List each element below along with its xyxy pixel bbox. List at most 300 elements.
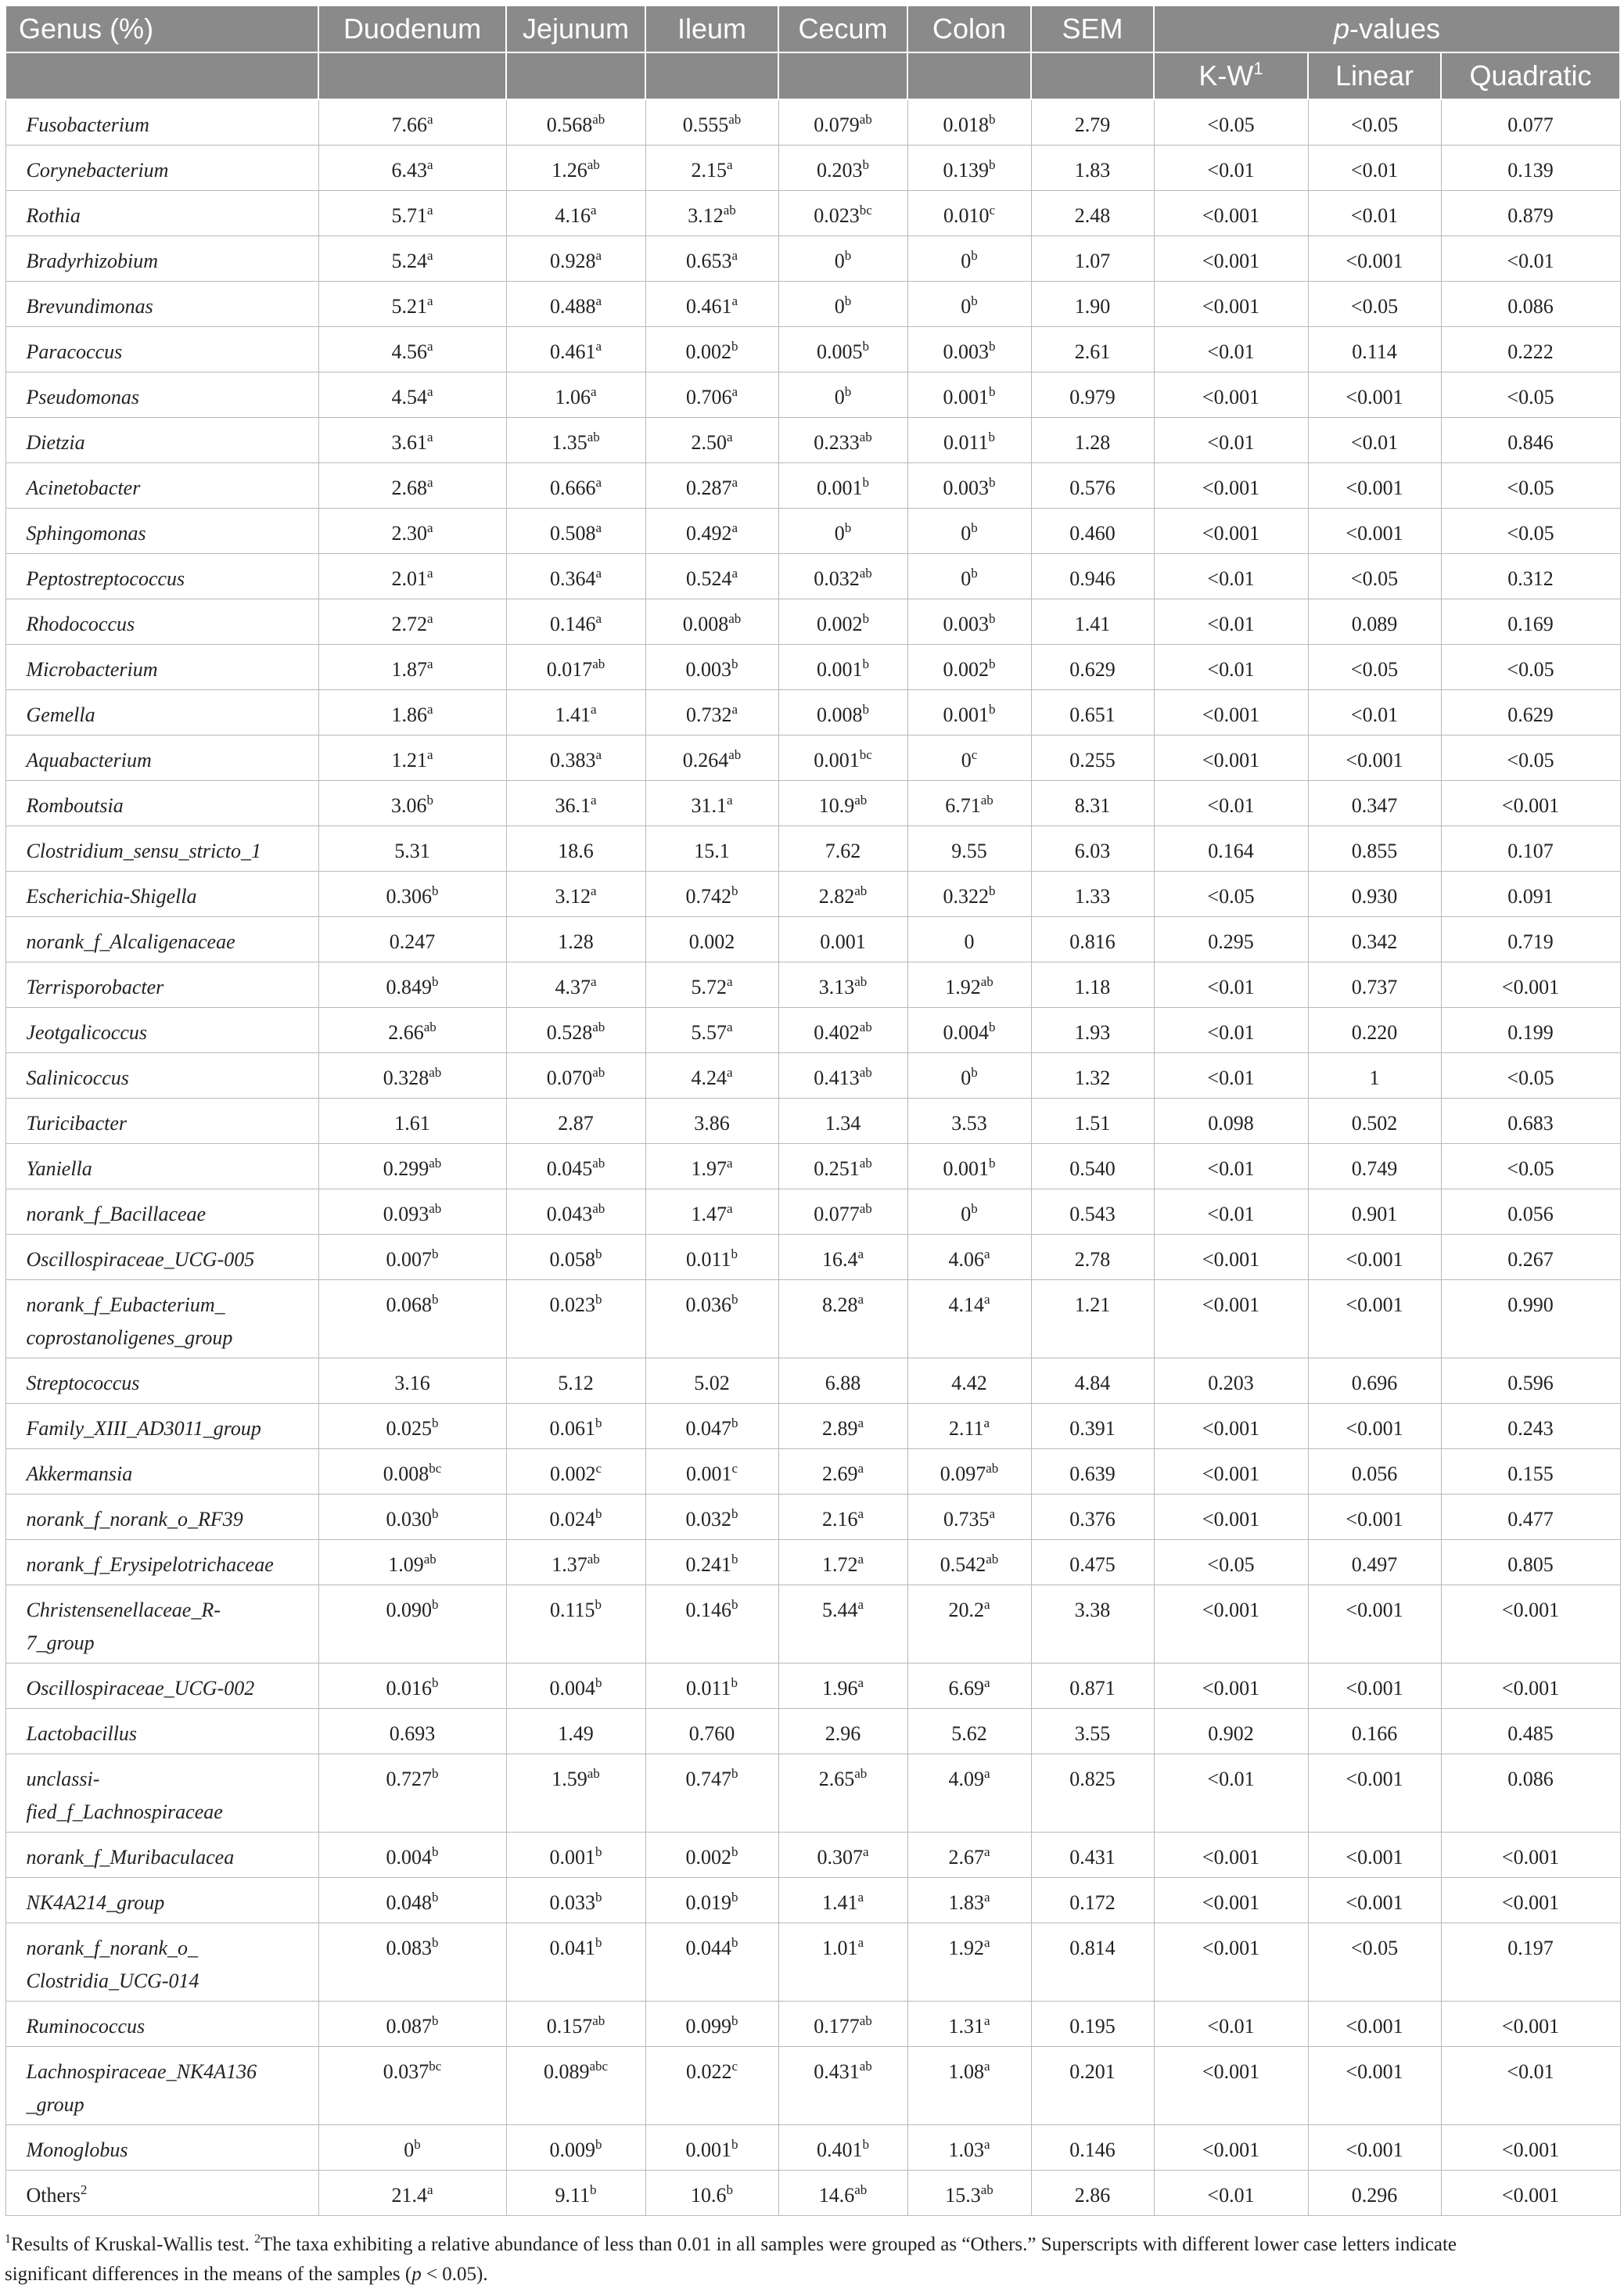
cell-superscript: a <box>983 1674 990 1690</box>
cell-ileum <box>645 689 778 735</box>
cell-superscript: ab <box>859 1200 872 1216</box>
cell-superscript: ab <box>859 112 872 127</box>
cell-superscript: a <box>595 293 602 308</box>
cell-superscript: ab <box>854 792 868 808</box>
cell-kw: <0.001 <box>1154 2046 1308 2124</box>
cell-value: 0.115 <box>549 1598 595 1621</box>
cell-duodenum <box>318 1403 506 1448</box>
cell-linear: 0.296 <box>1308 2170 1441 2215</box>
cell-sem: 2.86 <box>1031 2170 1154 2215</box>
footnote-sup-1: 1 <box>5 2232 11 2246</box>
cell-superscript: b <box>595 2136 602 2152</box>
cell-superscript: ab <box>854 2182 868 2197</box>
cell-value: 0.742 <box>685 884 731 908</box>
table-row <box>5 2124 1620 2170</box>
cell-kw: <0.001 <box>1154 372 1308 417</box>
cell-superscript: a <box>426 610 433 626</box>
cell-superscript: c <box>731 1460 738 1476</box>
cell-cecum <box>778 1448 907 1494</box>
cell-value: 2.65 <box>818 1767 855 1790</box>
cell-quadratic: <0.001 <box>1441 1585 1620 1663</box>
cell-superscript: a <box>857 1674 864 1690</box>
cell-colon <box>907 326 1031 372</box>
cell-superscript: a <box>426 338 433 354</box>
cell-value: 8.28 <box>821 1293 858 1316</box>
cell-superscript: a <box>857 1551 864 1567</box>
cell-value: 0.002 <box>817 612 863 635</box>
cell-cecum <box>778 190 907 236</box>
cell-ileum <box>645 871 778 916</box>
cell-sem: 0.475 <box>1031 1539 1154 1585</box>
cell-superscript: ab <box>423 1551 437 1567</box>
cell-superscript: ab <box>592 656 605 671</box>
cell-genus <box>5 1494 318 1539</box>
cell-superscript: ab <box>592 112 605 127</box>
header-kw-label: K-W <box>1198 59 1254 92</box>
cell-superscript: a <box>595 247 602 263</box>
header-sem: SEM <box>1031 5 1154 52</box>
table-row <box>5 1539 1620 1585</box>
cell-superscript: a <box>726 156 733 172</box>
cell-superscript: abc <box>589 2058 609 2074</box>
cell-value: 0.008 <box>682 612 729 635</box>
table-row <box>5 2001 1620 2046</box>
cell-cecum <box>778 1358 907 1403</box>
cell-superscript: b <box>590 2182 597 2197</box>
cell-quadratic: 0.596 <box>1441 1358 1620 1403</box>
cell-duodenum <box>318 553 506 599</box>
cell-ileum <box>645 2124 778 2170</box>
cell-value: 5.71 <box>391 203 427 227</box>
cell-ileum <box>645 599 778 644</box>
cell-value: 3.61 <box>391 430 427 454</box>
cell-duodenum <box>318 826 506 871</box>
cell-genus <box>5 1663 318 1708</box>
cell-value: 0.555 <box>682 113 729 136</box>
cell-kw: <0.05 <box>1154 1539 1308 1585</box>
cell-sem: 1.93 <box>1031 1007 1154 1052</box>
cell-superscript: bc <box>429 2058 442 2074</box>
cell-quadratic: <0.05 <box>1441 735 1620 780</box>
cell-value: 0.383 <box>549 748 596 772</box>
cell-superscript: b <box>432 973 439 989</box>
cell-sem: 6.03 <box>1031 826 1154 871</box>
cell-duodenum <box>318 1189 506 1234</box>
cell-superscript: a <box>983 1415 990 1430</box>
genus-name: norank_f_norank_o_RF39 <box>26 1507 243 1531</box>
cell-value: 1.47 <box>691 1202 727 1225</box>
genus-name-cont: Clostridia_UCG-014 <box>26 1969 199 1992</box>
cell-superscript: a <box>590 883 597 898</box>
cell-superscript: b <box>731 1505 738 1521</box>
cell-linear: <0.001 <box>1308 1754 1441 1832</box>
cell-cecum <box>778 1234 907 1279</box>
cell-value: 0.328 <box>383 1066 429 1089</box>
footnote-text-3a: significant differences in the means of the samples ( <box>5 2263 412 2285</box>
cell-ileum <box>645 962 778 1007</box>
genus-name: norank_f_Erysipelotrichaceae <box>26 1552 274 1576</box>
table-row <box>5 1585 1620 1663</box>
header-blank-jejunum <box>506 52 645 99</box>
cell-superscript: b <box>989 656 996 671</box>
cell-superscript: b <box>432 1844 439 1859</box>
cell-cecum <box>778 145 907 190</box>
cell-value: 1.87 <box>391 657 427 681</box>
cell-value: 2.96 <box>825 1721 861 1745</box>
cell-kw: <0.001 <box>1154 1403 1308 1448</box>
cell-value: 1.37 <box>552 1552 587 1576</box>
genus-name: Oscillospiraceae_UCG-005 <box>26 1247 255 1271</box>
cell-value: 0.008 <box>383 1462 429 1485</box>
cell-colon <box>907 372 1031 417</box>
cell-value: 0.203 <box>817 158 863 182</box>
cell-superscript: b <box>731 1889 738 1905</box>
cell-value: 4.24 <box>691 1066 727 1089</box>
cell-superscript: b <box>989 474 996 490</box>
cell-superscript: a <box>595 338 602 354</box>
cell-cecum <box>778 1923 907 2001</box>
cell-colon <box>907 281 1031 326</box>
cell-sem: 0.814 <box>1031 1923 1154 2001</box>
cell-jejunum <box>506 1494 645 1539</box>
table-row <box>5 1754 1620 1832</box>
cell-kw: <0.01 <box>1154 780 1308 826</box>
cell-superscript: b <box>595 1291 602 1307</box>
cell-linear: 0.166 <box>1308 1708 1441 1754</box>
cell-value: 4.42 <box>951 1371 987 1394</box>
cell-jejunum <box>506 462 645 508</box>
cell-quadratic: <0.05 <box>1441 1143 1620 1189</box>
genus-name: Escherichia-Shigella <box>26 884 197 908</box>
cell-value: 0.090 <box>386 1598 432 1621</box>
table-row <box>5 599 1620 644</box>
table-row <box>5 780 1620 826</box>
cell-superscript: a <box>731 247 738 263</box>
cell-value: 0.001 <box>943 703 989 726</box>
cell-value: 0.018 <box>943 113 989 136</box>
cell-superscript: a <box>590 792 597 808</box>
genus-name: Aquabacterium <box>26 748 152 772</box>
cell-cecum <box>778 281 907 326</box>
cell-quadratic: 0.719 <box>1441 916 1620 962</box>
cell-value: 0.017 <box>546 657 593 681</box>
cell-kw: <0.001 <box>1154 1448 1308 1494</box>
cell-cecum <box>778 1877 907 1923</box>
cell-value: 0 <box>404 2138 415 2161</box>
cell-cecum <box>778 1539 907 1585</box>
cell-value: 0.287 <box>685 476 732 499</box>
cell-colon <box>907 1358 1031 1403</box>
cell-linear: 0.114 <box>1308 326 1441 372</box>
cell-jejunum <box>506 1585 645 1663</box>
cell-value: 2.67 <box>948 1845 984 1869</box>
cell-kw: <0.01 <box>1154 599 1308 644</box>
cell-value: 0 <box>961 294 972 318</box>
cell-value: 6.69 <box>948 1676 984 1700</box>
cell-sem: 1.07 <box>1031 236 1154 281</box>
cell-sem: 0.871 <box>1031 1663 1154 1708</box>
cell-value: 0.653 <box>685 249 732 272</box>
genus-name: Bradyrhizobium <box>26 249 159 272</box>
cell-linear: <0.001 <box>1308 1234 1441 1279</box>
cell-superscript: a <box>983 1889 990 1905</box>
cell-superscript: ab <box>854 883 868 898</box>
cell-superscript: ab <box>859 1019 872 1034</box>
cell-duodenum <box>318 644 506 689</box>
cell-colon <box>907 1098 1031 1143</box>
cell-value: 0.928 <box>549 249 596 272</box>
cell-duodenum <box>318 1832 506 1877</box>
header-duodenum: Duodenum <box>318 5 506 52</box>
cell-value: 0.002 <box>688 930 735 953</box>
footnote-text-3p: p <box>411 2263 422 2285</box>
cell-linear: 0.220 <box>1308 1007 1441 1052</box>
cell-genus <box>5 2124 318 2170</box>
cell-ileum <box>645 826 778 871</box>
cell-superscript: b <box>731 1765 738 1781</box>
cell-jejunum <box>506 190 645 236</box>
cell-superscript: a <box>590 202 597 218</box>
cell-ileum <box>645 1585 778 1663</box>
cell-value: 0.009 <box>549 2138 595 2161</box>
cell-superscript: a <box>731 701 738 717</box>
cell-value: 2.01 <box>391 567 427 590</box>
cell-duodenum <box>318 780 506 826</box>
cell-duodenum <box>318 1585 506 1663</box>
cell-linear: <0.001 <box>1308 2001 1441 2046</box>
cell-superscript: a <box>426 520 433 535</box>
genus-name: Monoglobus <box>26 2138 128 2161</box>
cell-linear: <0.001 <box>1308 372 1441 417</box>
cell-duodenum <box>318 2001 506 2046</box>
cell-duodenum <box>318 326 506 372</box>
cell-superscript: b <box>432 1291 439 1307</box>
cell-jejunum <box>506 2170 645 2215</box>
cell-duodenum <box>318 1877 506 1923</box>
cell-superscript: a <box>426 202 433 218</box>
cell-superscript: a <box>731 520 738 535</box>
cell-duodenum <box>318 1923 506 2001</box>
cell-ileum <box>645 553 778 599</box>
cell-superscript: ab <box>429 1200 442 1216</box>
cell-linear: <0.01 <box>1308 145 1441 190</box>
cell-value: 0.025 <box>386 1416 432 1440</box>
cell-ileum <box>645 1189 778 1234</box>
cell-duodenum <box>318 1358 506 1403</box>
cell-jejunum <box>506 735 645 780</box>
cell-sem: 0.460 <box>1031 508 1154 553</box>
cell-superscript: a <box>857 1415 864 1430</box>
cell-quadratic: 0.243 <box>1441 1403 1620 1448</box>
cell-jejunum <box>506 1143 645 1189</box>
cell-superscript: ab <box>723 202 736 218</box>
cell-linear: <0.001 <box>1308 1279 1441 1358</box>
cell-colon <box>907 2124 1031 2170</box>
cell-superscript: a <box>983 2058 990 2074</box>
cell-cecum <box>778 1098 907 1143</box>
table-row <box>5 1663 1620 1708</box>
cell-quadratic: 0.199 <box>1441 1007 1620 1052</box>
cell-value: 1.08 <box>948 2059 984 2083</box>
cell-superscript: b <box>731 338 738 354</box>
cell-jejunum <box>506 145 645 190</box>
cell-genus <box>5 1539 318 1585</box>
cell-kw: <0.001 <box>1154 1877 1308 1923</box>
footnote-text-2: The taxa exhibiting a relative abundance of less than 0.01 in all samples were grouped as “Others.” Superscripts with different lower case letters indicate <box>260 2233 1457 2255</box>
cell-linear: 1 <box>1308 1052 1441 1098</box>
table-row <box>5 1403 1620 1448</box>
cell-superscript: b <box>989 1019 996 1034</box>
cell-value: 0 <box>961 521 972 545</box>
cell-superscript: ab <box>587 156 600 172</box>
cell-superscript: a <box>726 792 733 808</box>
cell-value: 3.16 <box>394 1371 430 1394</box>
cell-cecum <box>778 372 907 417</box>
cell-sem: 1.90 <box>1031 281 1154 326</box>
cell-ileum <box>645 1098 778 1143</box>
cell-linear: <0.001 <box>1308 1403 1441 1448</box>
table-header <box>5 5 1620 99</box>
cell-value: 0.002 <box>685 1845 731 1869</box>
cell-superscript: a <box>857 1889 864 1905</box>
genus-abundance-table <box>5 5 1621 2216</box>
cell-kw: <0.001 <box>1154 1279 1308 1358</box>
table-row <box>5 372 1620 417</box>
table-row <box>5 1832 1620 1877</box>
cell-value: 1.49 <box>558 1721 594 1745</box>
footnote-sup-2: 2 <box>254 2232 261 2246</box>
cell-superscript: c <box>989 202 996 218</box>
cell-cecum <box>778 553 907 599</box>
cell-superscript: a <box>426 474 433 490</box>
cell-sem: 2.78 <box>1031 1234 1154 1279</box>
cell-genus <box>5 1007 318 1052</box>
cell-jejunum <box>506 2124 645 2170</box>
cell-superscript: a <box>857 1291 864 1307</box>
cell-duodenum <box>318 2170 506 2215</box>
cell-superscript: b <box>862 701 869 717</box>
cell-sem: 0.431 <box>1031 1832 1154 1877</box>
cell-colon <box>907 1143 1031 1189</box>
cell-superscript: b <box>731 1291 738 1307</box>
cell-superscript: a <box>426 656 433 671</box>
cell-quadratic: 0.629 <box>1441 689 1620 735</box>
cell-quadratic: <0.05 <box>1441 644 1620 689</box>
cell-jejunum <box>506 326 645 372</box>
cell-superscript: a <box>595 610 602 626</box>
cell-value: 5.57 <box>691 1020 727 1044</box>
cell-linear: <0.01 <box>1308 417 1441 462</box>
cell-linear: 0.749 <box>1308 1143 1441 1189</box>
cell-value: 4.06 <box>948 1247 984 1271</box>
cell-value: 4.54 <box>391 385 427 408</box>
cell-quadratic: <0.01 <box>1441 236 1620 281</box>
cell-sem: 0.651 <box>1031 689 1154 735</box>
cell-kw: <0.01 <box>1154 1007 1308 1052</box>
cell-superscript: a <box>983 1765 990 1781</box>
cell-quadratic: <0.05 <box>1441 462 1620 508</box>
cell-superscript: a <box>426 383 433 399</box>
genus-name: norank_f_Muribaculacea <box>26 1845 235 1869</box>
cell-superscript: b <box>971 293 978 308</box>
cell-superscript: a <box>857 1246 864 1261</box>
cell-colon <box>907 417 1031 462</box>
cell-genus <box>5 735 318 780</box>
cell-jejunum <box>506 1403 645 1448</box>
cell-quadratic: <0.001 <box>1441 1832 1620 1877</box>
cell-ileum <box>645 508 778 553</box>
cell-value: 5.21 <box>391 294 427 318</box>
cell-superscript: b <box>595 1596 602 1612</box>
cell-value: 0.727 <box>386 1767 432 1790</box>
cell-quadratic: 0.990 <box>1441 1279 1620 1358</box>
cell-value: 0.264 <box>682 748 729 772</box>
cell-value: 0.030 <box>386 1507 432 1531</box>
cell-value: 1.03 <box>948 2138 984 2161</box>
cell-kw: <0.001 <box>1154 1234 1308 1279</box>
cell-value: 0.041 <box>549 1936 595 1959</box>
cell-superscript: ab <box>728 746 742 762</box>
cell-superscript: b <box>971 520 978 535</box>
cell-linear: <0.001 <box>1308 508 1441 553</box>
cell-sem: 2.48 <box>1031 190 1154 236</box>
cell-cecum <box>778 689 907 735</box>
cell-ileum <box>645 1708 778 1754</box>
cell-duodenum <box>318 1234 506 1279</box>
cell-colon <box>907 826 1031 871</box>
cell-ileum <box>645 372 778 417</box>
cell-colon <box>907 1663 1031 1708</box>
cell-duodenum <box>318 1007 506 1052</box>
cell-value: 0.402 <box>814 1020 860 1044</box>
cell-superscript: b <box>414 2136 421 2152</box>
cell-superscript: ab <box>986 1551 999 1567</box>
cell-genus <box>5 1877 318 1923</box>
cell-value: 0.083 <box>386 1936 432 1959</box>
cell-value: 0.079 <box>814 113 860 136</box>
cell-superscript: a <box>590 383 597 399</box>
cell-superscript: b <box>731 1674 738 1690</box>
cell-ileum <box>645 1143 778 1189</box>
genus-name: Acinetobacter <box>26 476 141 499</box>
cell-duodenum <box>318 236 506 281</box>
cell-superscript: b <box>862 610 869 626</box>
cell-cecum <box>778 1708 907 1754</box>
cell-genus <box>5 916 318 962</box>
cell-value: 0.007 <box>386 1247 432 1271</box>
cell-colon <box>907 1832 1031 1877</box>
cell-value: 3.86 <box>694 1111 730 1135</box>
cell-cecum <box>778 326 907 372</box>
cell-superscript: b <box>844 383 852 399</box>
cell-value: 4.09 <box>948 1767 984 1790</box>
cell-linear: 0.901 <box>1308 1189 1441 1234</box>
cell-value: 5.12 <box>558 1371 594 1394</box>
cell-value: 0.732 <box>685 703 732 726</box>
cell-superscript: b <box>432 1505 439 1521</box>
cell-value: 0.146 <box>549 612 596 635</box>
cell-genus <box>5 1189 318 1234</box>
table-row <box>5 99 1620 145</box>
cell-value: 0.528 <box>546 1020 593 1044</box>
cell-superscript: a <box>426 701 433 717</box>
cell-value: 1.92 <box>945 975 981 998</box>
cell-cecum <box>778 99 907 145</box>
cell-value: 1.59 <box>552 1767 587 1790</box>
cell-cecum <box>778 1585 907 1663</box>
table-row <box>5 1358 1620 1403</box>
cell-superscript: b <box>731 2136 738 2152</box>
